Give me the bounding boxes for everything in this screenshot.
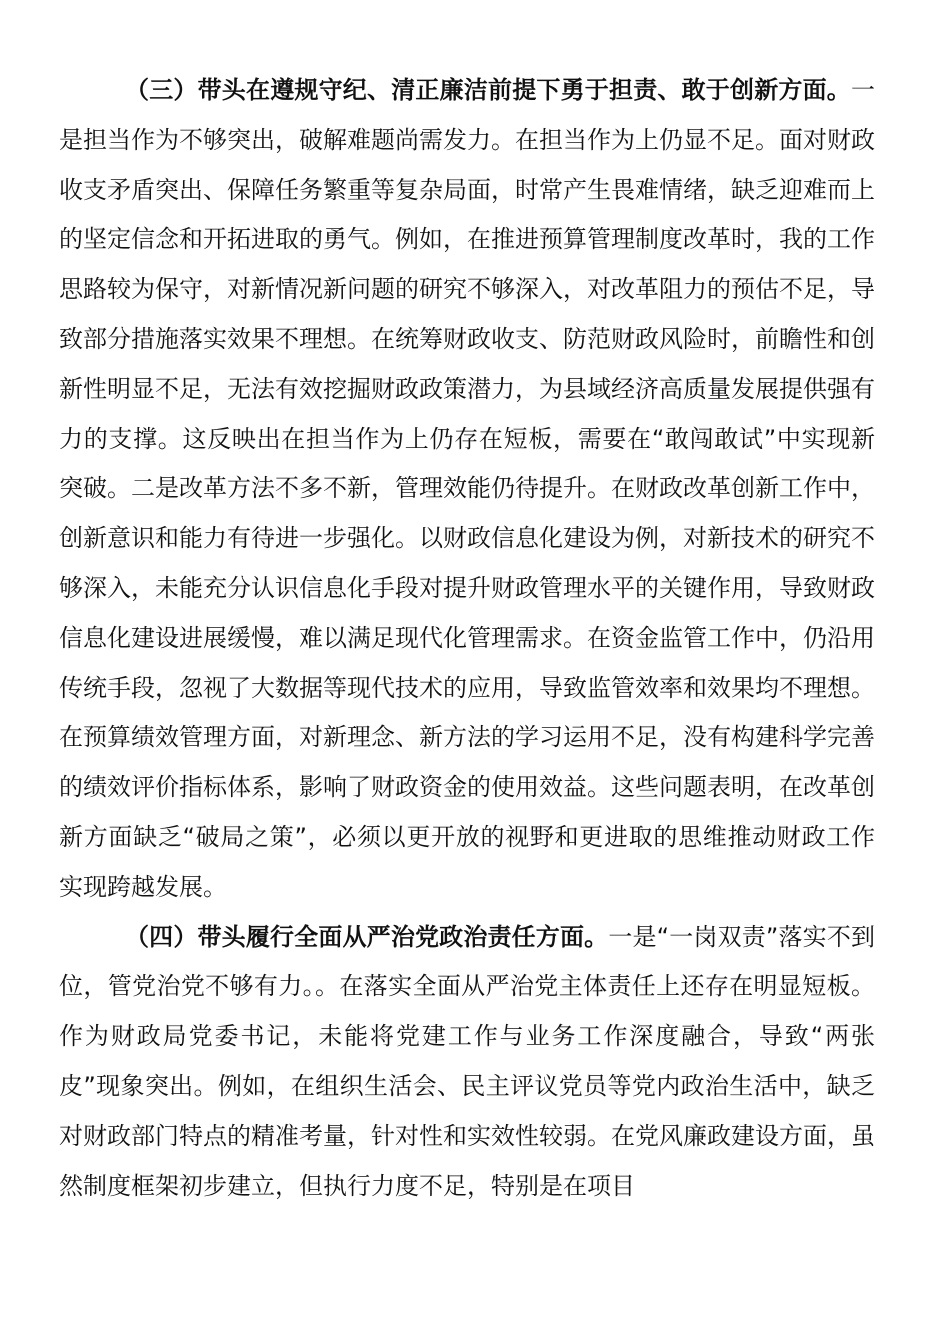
section-4-paragraph [59, 913, 875, 1212]
document-body [59, 66, 875, 1211]
section-3-paragraph [59, 66, 875, 913]
section-3-heading: （三）带头在遵规守纪、清正廉洁前提下勇于担责、敢于创新方面。 [125, 76, 851, 104]
section-4-heading: （四）带头履行全面从严治党政治责任方面。 [125, 922, 609, 951]
section-4-text: 一是“一岗双责”落实不到位，管党治党不够有力。。在落实全面从严治党主体责任上还存在明显短板。作为财政局党委书记，未能将党建工作与业务工作深度融合，导致“两张皮”现象突出。例如，在组织生活会、民主评议党员等党内政治生活中，缺乏对财政部门特点的精准考量，针对性和实效性较弱。在党风廉政建设方面，虽然制度框架初步建立，但执行力度不足，特别是在项目 [59, 922, 875, 1200]
section-3-text: 一是担当作为不够突出，破解难题尚需发力。在担当作为上仍显不足。面对财政收支矛盾突出、保障任务繁重等复杂局面，时常产生畏难情绪，缺乏迎难而上的坚定信念和开拓进取的勇气。例如，在推进预算管理制度改革时，我的工作思路较为保守，对新情况新问题的研究不够深入，对改革阻力的预估不足，导致部分措施落实效果不理想。在统筹财政收支、防范财政风险时，前瞻性和创新性明显不足，无法有效挖掘财政政策潜力，为县域经济高质量发展提供强有力的支撑。这反映出在担当作为上仍存在短板，需要在“敢闯敢试”中实现新突破。二是改革方法不多不新，管理效能仍待提升。在财政改革创新工作中，创新意识和能力有待进一步强化。以财政信息化建设为例，对新技术的研究不够深入，未能充分认识信息化手段对提升财政管理水平的关键作用，导致财政信息化建设进展缓慢，难以满足现代化管理需求。在资金监管工作中，仍沿用传统手段，忽视了大数据等现代技术的应用，导致监管效率和效果均不理想。在预算绩效管理方面，对新理念、新方法的学习运用不足，没有构建科学完善的绩效评价指标体系，影响了财政资金的使用效益。这些问题表明，在改革创新方面缺乏“破局之策”，必须以更开放的视野和更进取的思维推动财政工作实现跨越发展。 [59, 76, 875, 901]
